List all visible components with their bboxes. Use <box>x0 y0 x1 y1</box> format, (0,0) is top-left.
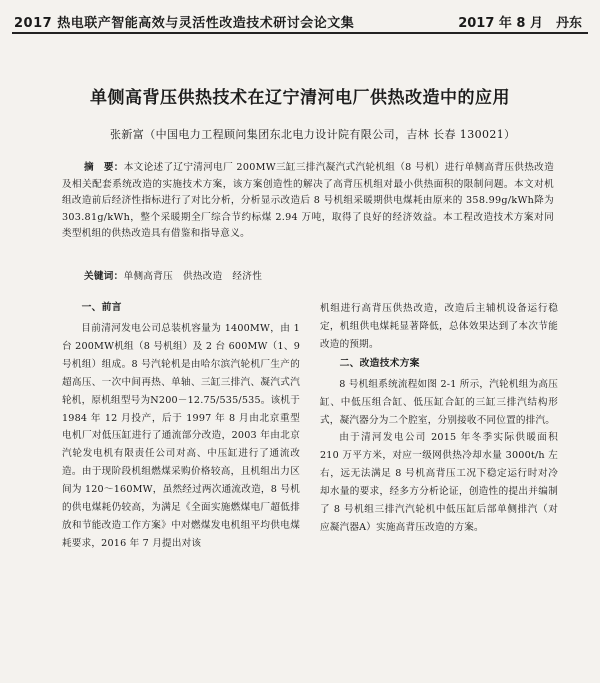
right-column <box>320 300 558 537</box>
scheme-paragraph-2: 由于清河发电公司 2015 年冬季实际供暖面积 210 万平方米，对应一级网供热冷却水量 3000t/h 左右，远无法满足 8 号机高背压工况下稳定运行时对冷却水量的要求，经多方分析论证，创造性的提出并编制了 8 号机组三排汽汽轮机中低压缸后部单侧排汽（对应凝汽器A）实施高背压改造的方案。 <box>320 432 558 533</box>
section-heading-scheme: 二、改造技术方案 <box>339 357 420 369</box>
keywords-label: 关键词： <box>84 271 124 282</box>
abstract-text: 本文论述了辽宁清河电厂 200MW三缸三排汽凝汽式汽轮机组（8 号机）进行单侧高背压供热改造及相关配套系统改造的实施技术方案，该方案创造性的解决了高背压机组对最小供热面积的限制问题。本文对机组改造前后经济性指标进行了对比分析，分析显示改造后 8 号机组采暖期供电煤耗由原来的 358.99g/kWh降为 303.81g/kWh，整个采暖期全厂综合节约标煤 2.94 万吨，取得了良好的经济效益。本工程改造技术方案对同类型机组的供热改造具有借鉴和指导意义。 <box>62 162 554 240</box>
author-line: 张新富（中国电力工程顾问集团东北电力设计院有限公司，吉林 长春 130021） <box>110 128 516 141</box>
abstract <box>62 160 554 243</box>
left-column <box>62 300 300 553</box>
header-date-place: 2017 年 8 月 丹东 <box>458 16 582 31</box>
header-proceedings-title: 2017 热电联产智能高效与灵活性改造技术研讨会论文集 <box>14 16 355 31</box>
scheme-paragraph-1: 8 号机组系统流程如图 2-1 所示，汽轮机组为高压缸、中低压组合缸、低压缸合缸的三缸三排汽结构形式，凝汽器分为二个腔室，分别接收不同位置的排汽。 <box>320 378 558 426</box>
intro-paragraph-continued: 机组进行高背压供热改造，改造后主辅机设备运行稳定，机组供电煤耗显著降低，总体效果达到了本次节能改造的预期。 <box>320 303 558 350</box>
header-rule <box>12 32 588 34</box>
running-header <box>0 10 600 32</box>
intro-paragraph: 目前清河发电公司总装机容量为 1400MW，由 1 台 200MW机组（8 号机组）及 2 台 600MW（1、9 号机组）组成。8 号汽轮机是由哈尔滨汽轮机厂生产的超高压、一次中间再热、单轴、三缸三排汽、凝汽式汽轮机，原机组型号为N200－12.75/535/535。该机于 1984 年 12 月投产，后于 1997 年 8 月由北京重型电机厂对低压缸进行了通流部分改造，2003 年由北京汽轮发电机有限责任公司对高、中压缸进行了通流改造。由于现阶段机组燃煤采购价格较高，且机组出力区间为 120～160MW，虽然经过两次通流改造，8 号机的供电煤耗仍较高，为满足《全面实施燃煤电厂超低排放和节能改造工作方案》中对燃煤发电机组平均供电煤耗要求，2016 年 7 月提出对该 <box>62 323 300 549</box>
keywords <box>84 268 262 282</box>
abstract-label: 摘 要： <box>84 162 124 173</box>
keywords-text: 单侧高背压 供热改造 经济性 <box>123 271 263 282</box>
section-heading-intro: 一、前言 <box>81 302 122 313</box>
paper-title: 单侧高背压供热技术在辽宁清河电厂供热改造中的应用 <box>90 88 510 108</box>
